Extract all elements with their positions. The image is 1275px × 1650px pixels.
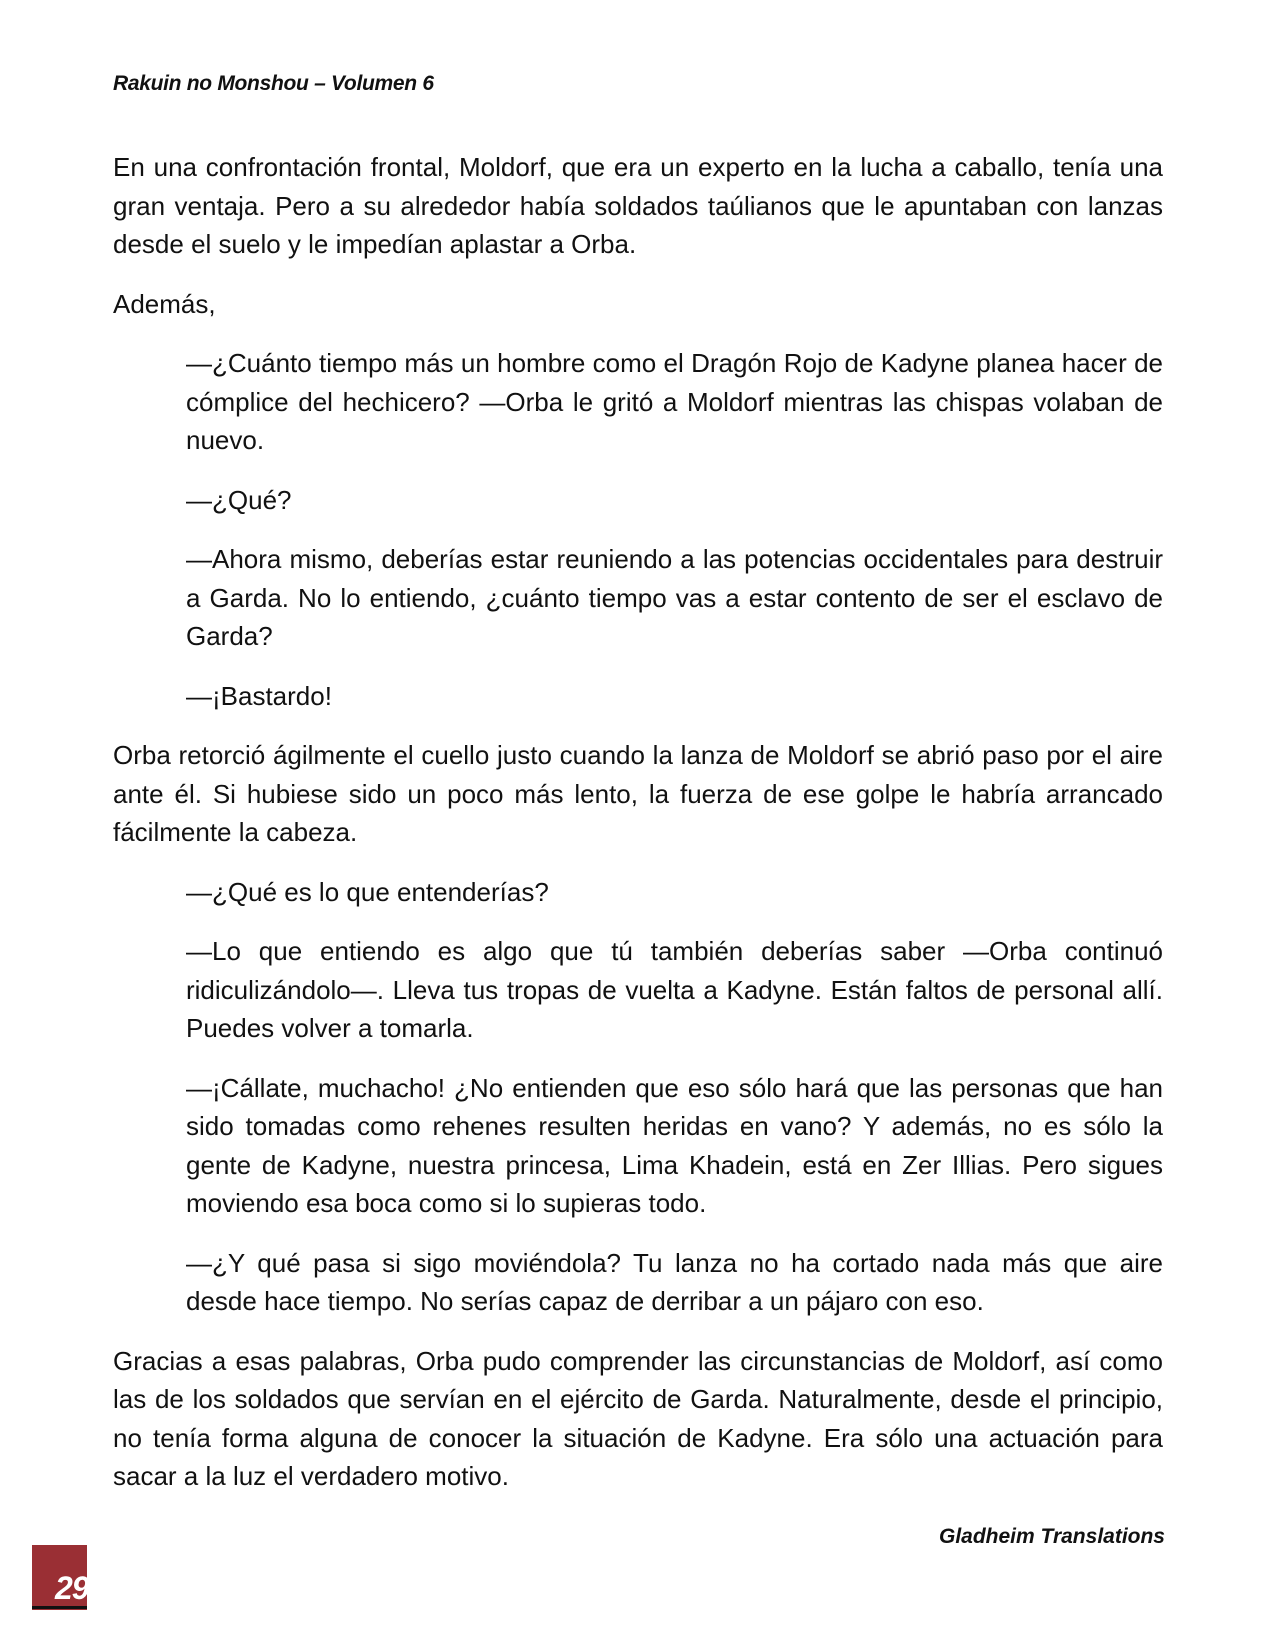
running-header: Rakuin no Monshou – Volumen 6 — [113, 72, 434, 95]
page-number: 29 — [55, 1570, 89, 1606]
footer-credit: Gladheim Translations — [938, 1525, 1165, 1548]
dialogue-paragraph: —¿Y qué pasa si sigo moviéndola? Tu lanza no ha cortado nada más que aire desde hace tiempo. No serías capaz de derribar a un pájaro con eso. — [186, 1247, 1163, 1316]
paragraph: Además, — [113, 288, 216, 319]
page-number-underline — [32, 1606, 87, 1609]
dialogue-paragraph: —¡Cállate, muchacho! ¿No entienden que eso sólo hará que las personas que han sido tomadas como rehenes resulten heridas en vano? Y además, no es sólo la gente de Kadyne, nuestra princesa, Lima Khadein, está en Zer Illias. Pero sigues moviendo esa boca como si lo supieras todo. — [186, 1072, 1163, 1218]
dialogue-paragraph: —¡Bastardo! — [186, 680, 332, 711]
paragraph: Gracias a esas palabras, Orba pudo comprender las circunstancias de Moldorf, así como las de los soldados que servían en el ejército de Garda. Naturalmente, desde el principio, no tenía forma alguna de conocer la situación de Kadyne. Era sólo una actuación para sacar a la luz el verdadero motivo. — [113, 1345, 1163, 1491]
paragraph: En una confrontación frontal, Moldorf, que era un experto en la lucha a caballo, tenía una gran ventaja. Pero a su alrededor había soldados taúlianos que le apuntaban con lanzas desde el suelo y le impedían aplastar a Orba. — [113, 152, 1163, 259]
dialogue-paragraph: —Ahora mismo, deberías estar reuniendo a las potencias occidentales para destruir a Garda. No lo entiendo, ¿cuánto tiempo vas a estar contento de ser el esclavo de Garda? — [186, 544, 1163, 651]
paragraph: Orba retorció ágilmente el cuello justo cuando la lanza de Moldorf se abrió paso por el aire ante él. Si hubiese sido un poco más lento, la fuerza de ese golpe le habría arrancado fácilmente la cabeza. — [113, 740, 1163, 847]
dialogue-paragraph: —¿Cuánto tiempo más un hombre como el Dragón Rojo de Kadyne planea hacer de cómplice del hechicero? —Orba le gritó a Moldorf mientras las chispas volaban de nuevo. — [186, 348, 1163, 455]
dialogue-paragraph: —Lo que entiendo es algo que tú también deberías saber —Orba continuó ridiculizándolo—. Lleva tus tropas de vuelta a Kadyne. Están faltos de personal allí. Puedes volver a tomarla. — [186, 936, 1163, 1043]
dialogue-paragraph: —¿Qué es lo que entenderías? — [186, 876, 549, 907]
dialogue-paragraph: —¿Qué? — [186, 484, 292, 515]
body-text — [113, 148, 1163, 1517]
